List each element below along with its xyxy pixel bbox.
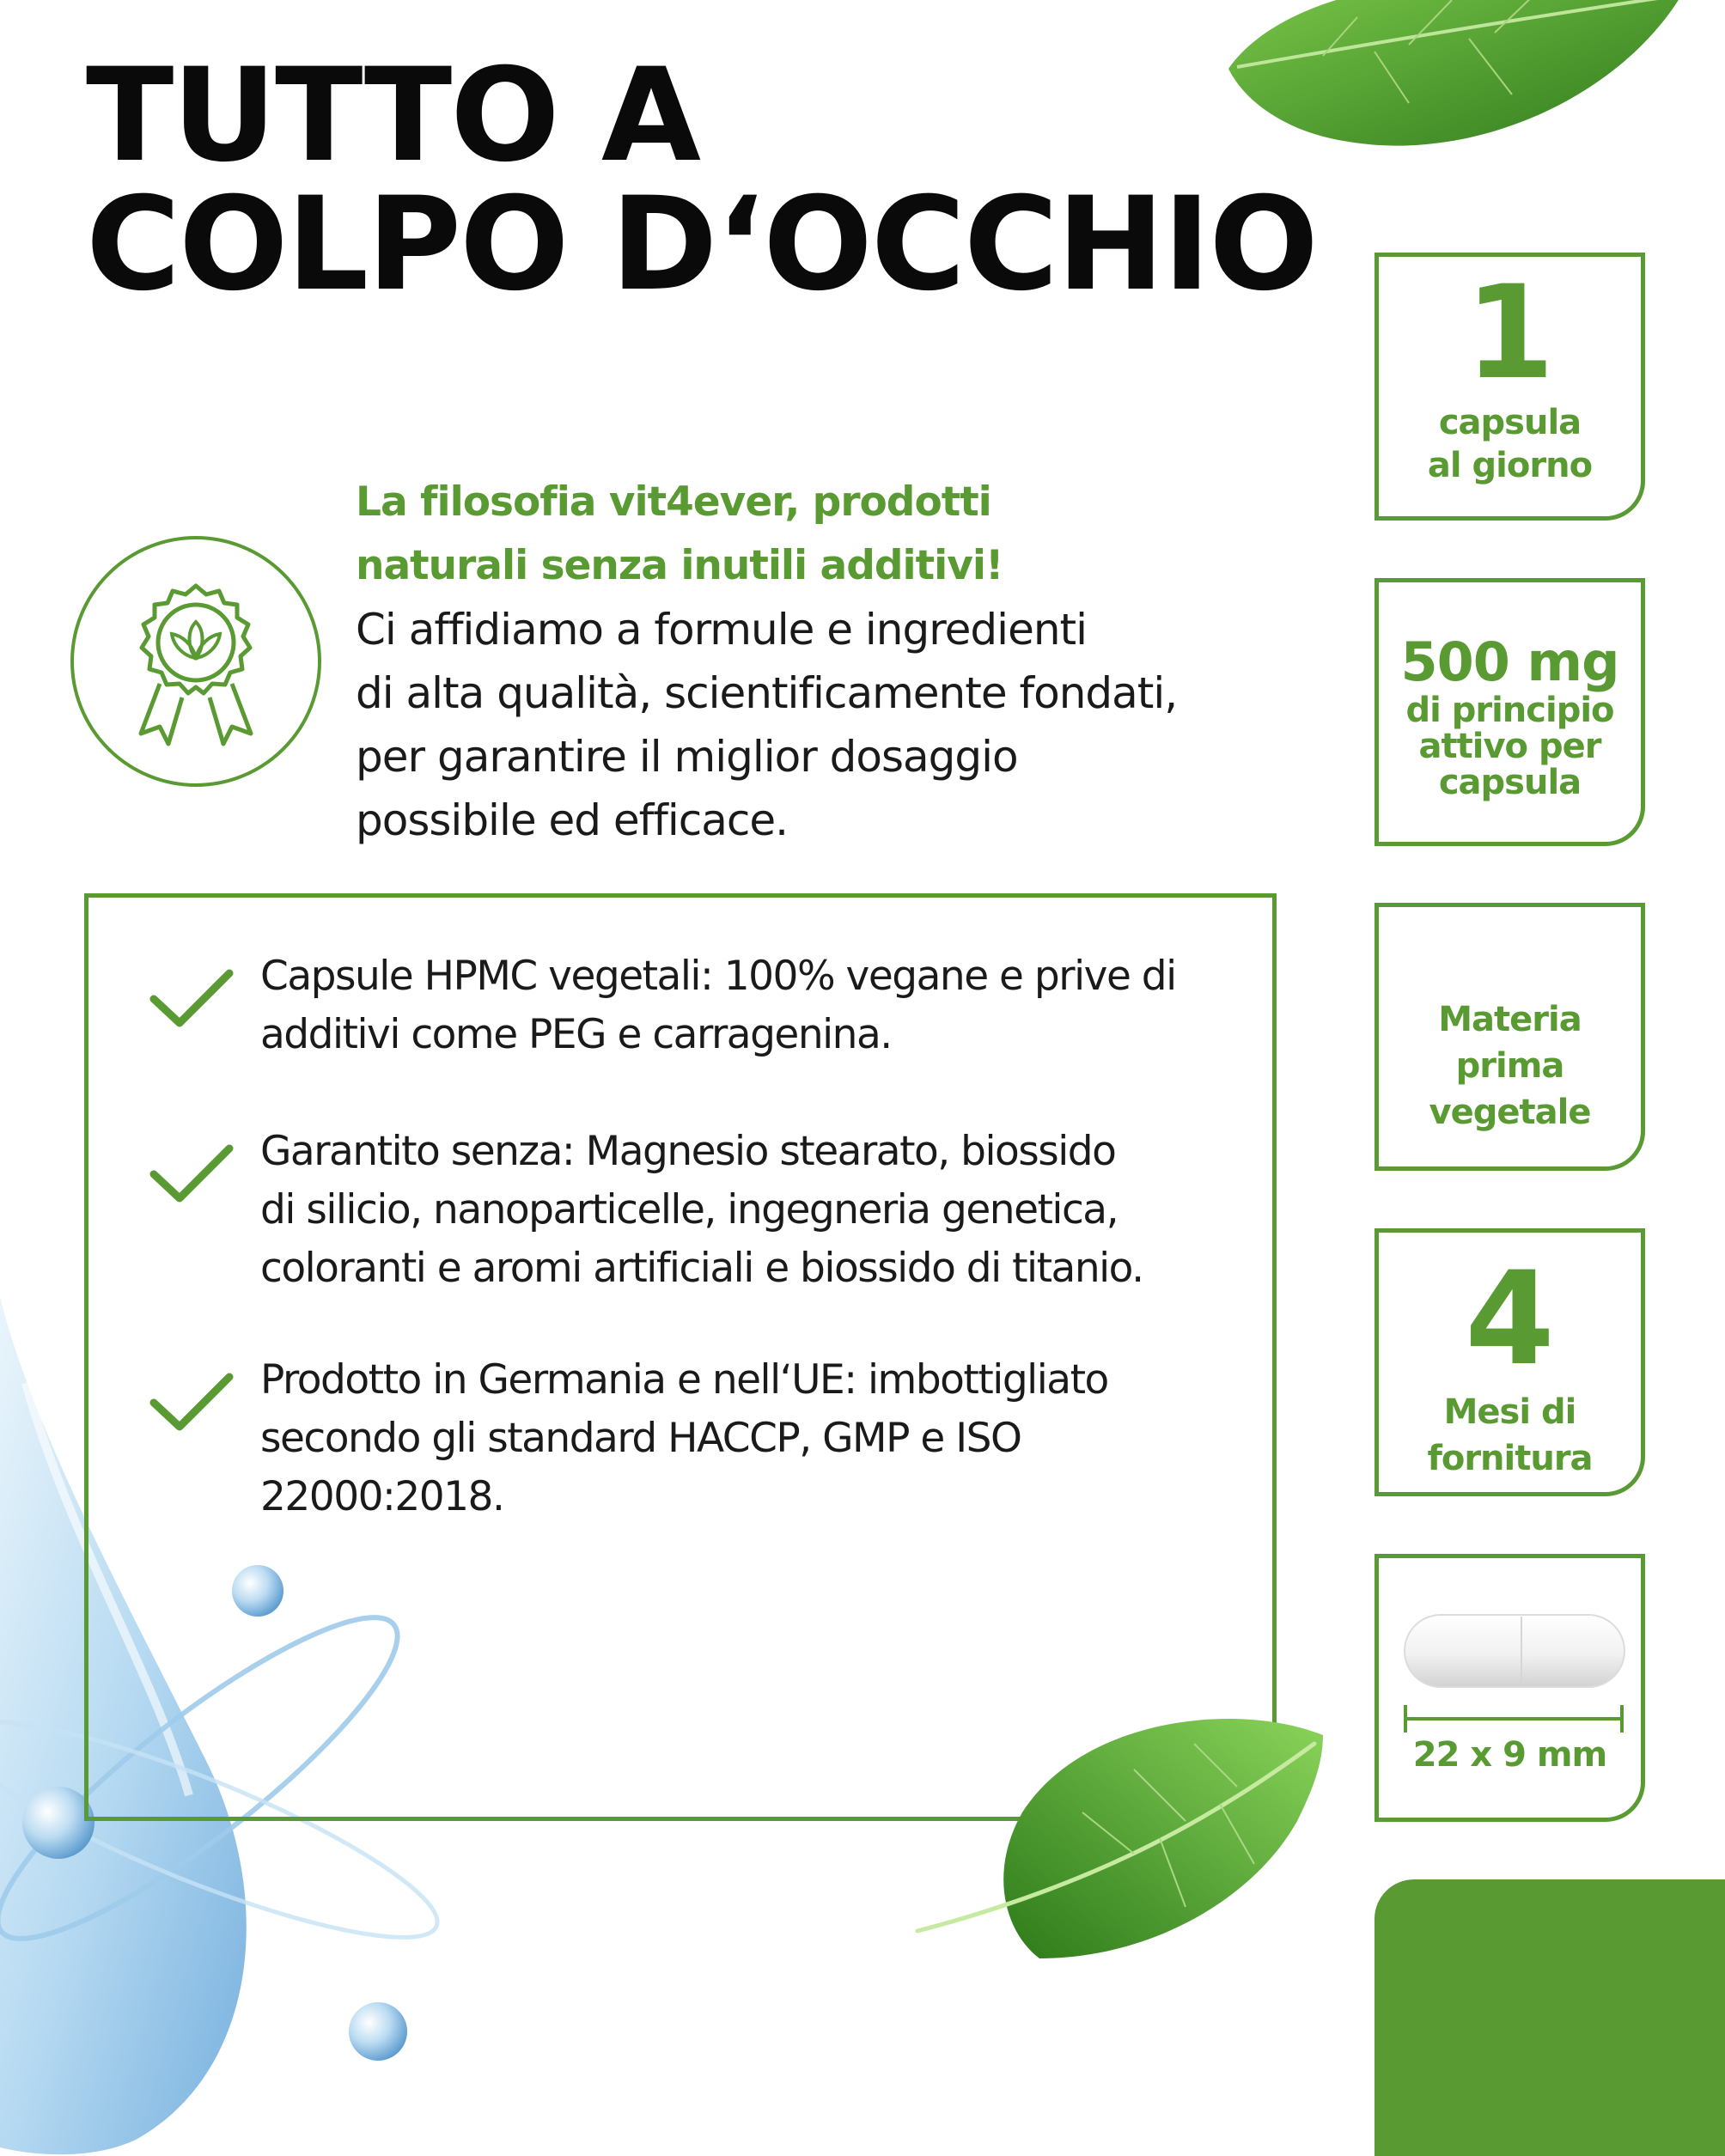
checkmark-icon (149, 1140, 235, 1209)
feature-text-line: Garantito senza: Magnesio stearato, biossido (260, 1128, 1116, 1175)
feature-text-line: secondo gli standard HACCP, GMP e ISO (260, 1415, 1021, 1462)
stat-supply-label-line: Mesi di (1443, 1392, 1576, 1432)
feature-text-line: 22000:2018. (260, 1473, 504, 1520)
features-box (84, 893, 1277, 1821)
leaf-image (911, 1709, 1340, 1967)
intro-headline-line: La filosofia vit4ever, prodotti (356, 478, 991, 526)
stat-dose-label-line: al giorno (1427, 446, 1593, 485)
quality-badge-lotus-icon (67, 533, 325, 790)
intro-headline-line: naturali senza inutili additivi! (356, 542, 1003, 589)
stat-dose-value: 1 (1465, 259, 1555, 408)
feature-text-line: coloranti e aromi artificiali e biossido di titanio. (260, 1245, 1143, 1292)
feature-text (260, 1123, 1248, 1298)
page-title-line-2: COLPO D‘OCCHIO (86, 170, 1317, 320)
intro-text (356, 471, 1206, 852)
stat-amount-label-line: capsula (1438, 763, 1582, 802)
intro-body-line: di alta qualità, scientificamente fondati, (356, 668, 1178, 718)
feature-text-line: Prodotto in Germania e nell‘UE: imbottigliato (260, 1356, 1108, 1404)
page-title-line-1: TUTTO A (86, 41, 700, 191)
stat-supply (1375, 1228, 1645, 1496)
feature-text (260, 947, 1248, 1064)
stat-amount (1375, 578, 1645, 846)
feature-text-line: Capsule HPMC vegetali: 100% vegane e prive di (260, 953, 1176, 1000)
checkmark-icon (149, 965, 235, 1033)
page-title (86, 41, 1317, 320)
intro-headline (356, 471, 1206, 598)
checkmark-icon (149, 1368, 235, 1437)
stat-amount-value: 500 mg (1400, 630, 1619, 693)
stat-material-label-line: vegetale (1429, 1093, 1591, 1132)
stat-supply-label-line: fornitura (1427, 1439, 1593, 1478)
intro-body-line: Ci affidiamo a formule e ingredienti (356, 605, 1088, 655)
stat-dose-label-line: capsula (1438, 403, 1582, 442)
stat-dose-label (1379, 401, 1641, 487)
capsule-icon (1401, 1610, 1628, 1692)
stat-size (1375, 1554, 1645, 1822)
stat-size-label: 22 x 9 mm (1412, 1735, 1607, 1775)
stat-supply-label (1379, 1389, 1641, 1482)
stat-supply-value: 4 (1465, 1245, 1555, 1394)
dimension-bar-icon (1403, 1702, 1624, 1736)
stat-material-label (1379, 996, 1641, 1136)
stat-dose (1375, 253, 1645, 521)
intro-body-line: possibile ed efficace. (356, 795, 789, 845)
stat-amount-label (1379, 692, 1641, 801)
stat-amount-label-line: attivo per (1418, 727, 1601, 766)
feature-text-line: di silicio, nanoparticelle, ingegneria genetica, (260, 1186, 1119, 1233)
intro-body (356, 598, 1206, 852)
feature-text-line: additivi come PEG e carragenina. (260, 1011, 892, 1058)
stat-material-label-line: Materia prima (1438, 1000, 1582, 1086)
stat-material (1375, 903, 1645, 1171)
green-corner-block (1375, 1879, 1725, 2156)
intro-body-line: per garantire il miglior dosaggio (356, 732, 1018, 782)
leaf-image (1220, 0, 1701, 172)
stat-amount-label-line: di principio (1405, 691, 1614, 730)
feature-text (260, 1351, 1248, 1526)
